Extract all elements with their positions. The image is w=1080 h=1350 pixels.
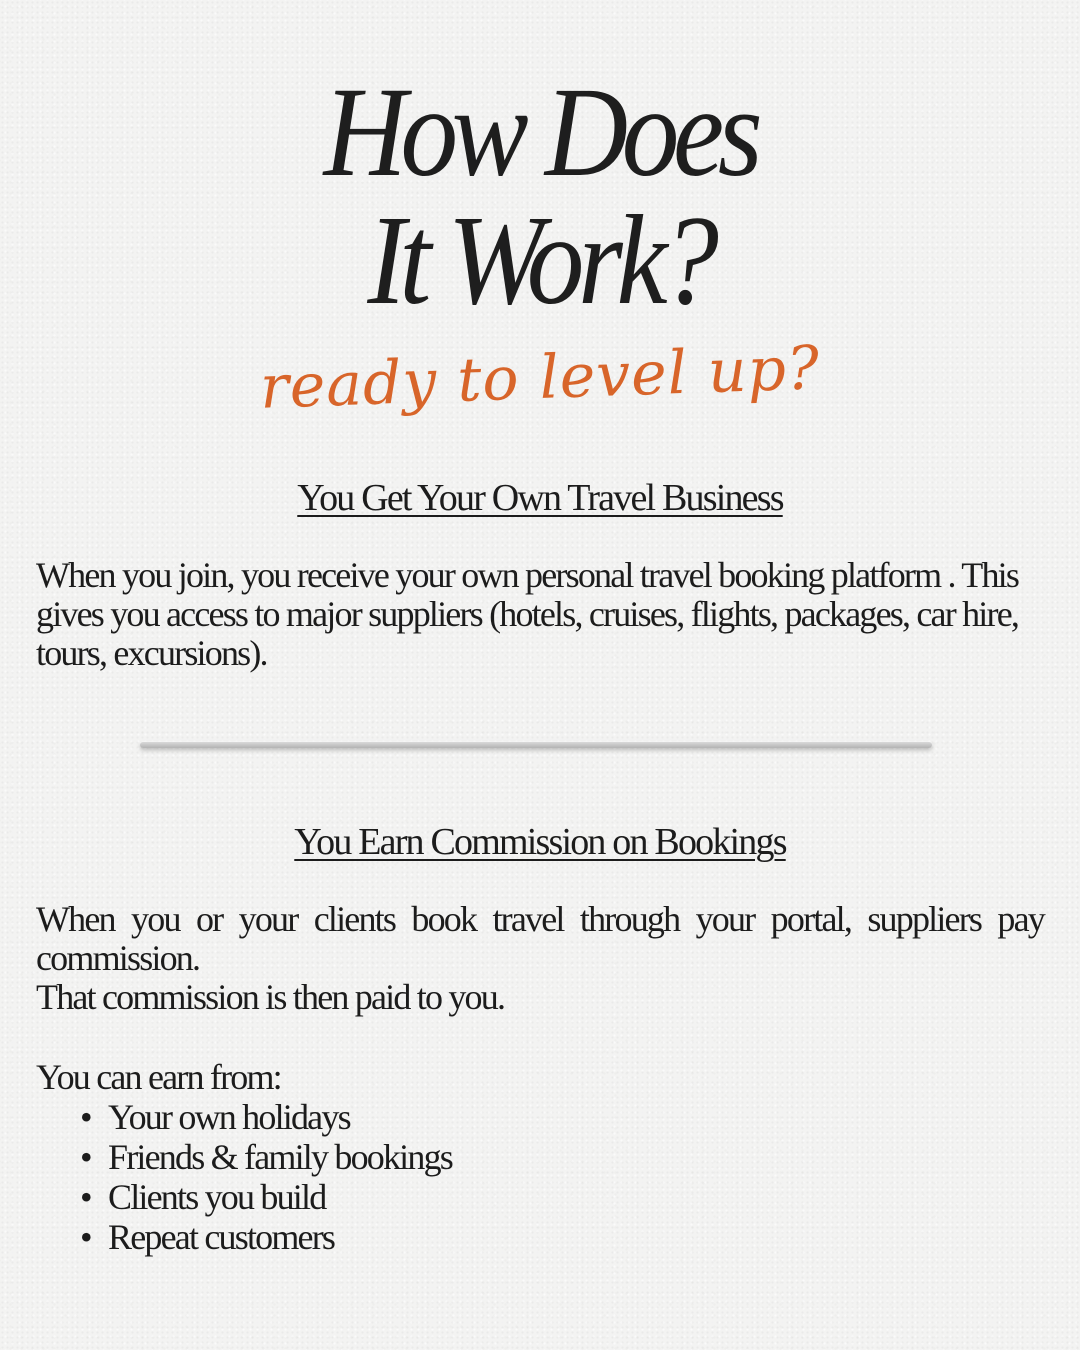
page-title-line-2: It Work? [367, 189, 713, 331]
list-item [80, 1177, 452, 1217]
subtitle-script: ready to level up? [258, 333, 822, 423]
list-item-label: Your own holidays [108, 1097, 350, 1137]
bullet-icon: • [80, 1137, 91, 1177]
list-item-label: Friends & family bookings [108, 1137, 452, 1177]
earnings-list [80, 1097, 452, 1257]
section-1-heading: You Get Your Own Travel Business [297, 477, 783, 519]
section-2-body-line-1: When you or your clients book travel through your portal, suppliers pay commission. [36, 899, 1044, 978]
section-2-body-line-2: That commission is then paid to you. [36, 977, 505, 1017]
section-2-heading: You Earn Commission on Bookings [294, 821, 786, 863]
section-divider [140, 742, 932, 748]
list-item [80, 1137, 452, 1177]
section-2-body [36, 900, 1044, 1017]
section-1-body: When you join, you receive your own personal travel booking platform . This gives you access to major suppliers (hotels, cruises, flights, packages, car hire, tours, excursions). [36, 555, 1019, 673]
page-title-line-1: How Does [323, 61, 757, 203]
bullet-icon: • [80, 1217, 91, 1257]
list-item-label: Clients you build [108, 1177, 326, 1217]
bullet-icon: • [80, 1177, 91, 1217]
list-item [80, 1217, 452, 1257]
bullet-icon: • [80, 1097, 91, 1137]
list-item-label: Repeat customers [108, 1217, 335, 1257]
list-item [80, 1097, 452, 1137]
list-intro: You can earn from: [36, 1057, 281, 1097]
